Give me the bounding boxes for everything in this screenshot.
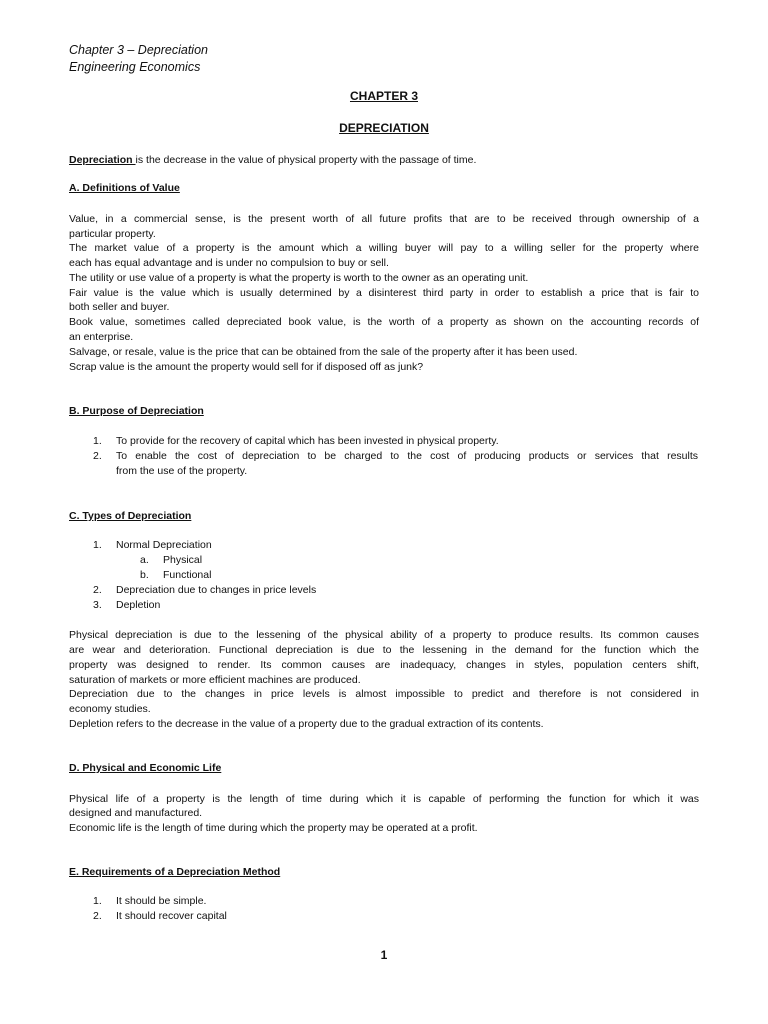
section-b-heading: B. Purpose of Depreciation [69, 405, 204, 417]
section-c-heading: C. Types of Depreciation [69, 510, 192, 522]
section-a-line: The market value of a property is the amount which a willing buyer will pay to a willing seller for the property where [69, 242, 699, 254]
section-c-line: Depletion refers to the decrease in the value of a property due to the gradual extraction of its contents. [69, 718, 544, 730]
section-a-line: Book value, sometimes called depreciated book value, is the worth of a property as shown on the accounting records of [69, 316, 699, 328]
list-number: 1. [93, 539, 102, 551]
list-number: 3. [93, 599, 102, 611]
sublist-item: Physical [163, 554, 203, 566]
header-chapter: Chapter 3 – Depreciation [69, 43, 208, 57]
section-a-line: each has equal advantage and is under no compulsion to buy or sell. [69, 257, 389, 269]
section-d-line: Economic life is the length of time during which the property may be operated at a profit. [69, 822, 478, 834]
subject-title: DEPRECIATION [339, 121, 429, 135]
section-c-line: property was designed to render. Its common causes are inadequacy, changes in styles, population centers shift, [69, 659, 699, 671]
section-a-line: Fair value is the value which is usually determined by a disinterest third party in order to establish a price that is fair to [69, 287, 699, 299]
section-a-line: Scrap value is the amount the property would sell for if disposed off as junk? [69, 361, 424, 373]
section-a-line: both seller and buyer. [69, 301, 170, 313]
section-c-line: are wear and deterioration. Functional depreciation is due to the lessening in the demand for the function which the [69, 644, 699, 656]
section-a-line: The utility or use value of a property is what the property is worth to the owner as an operating unit. [69, 272, 529, 284]
list-item: Normal Depreciation [116, 539, 212, 551]
sublist-item: Functional [163, 569, 212, 581]
list-item: To provide for the recovery of capital which has been invested in physical property. [116, 435, 499, 447]
intro-term: Depreciation [69, 154, 136, 166]
sublist-letter: a. [140, 554, 149, 566]
section-a-heading: A. Definitions of Value [69, 182, 180, 194]
section-d-heading: D. Physical and Economic Life [69, 762, 222, 774]
list-item: It should be simple. [116, 895, 207, 907]
list-number: 1. [93, 435, 102, 447]
list-number: 1. [93, 895, 102, 907]
sublist-letter: b. [140, 569, 149, 581]
section-d-line: Physical life of a property is the length of time during which it is capable of performing the function for which it was [69, 793, 699, 805]
section-a-line: particular property. [69, 228, 156, 240]
intro-paragraph [69, 153, 699, 168]
section-c-line: Physical depreciation is due to the lessening of the physical ability of a property to produce results. Its common causes [69, 629, 699, 641]
section-a-line: an enterprise. [69, 331, 134, 343]
list-number: 2. [93, 584, 102, 596]
section-a-line: Value, in a commercial sense, is the present worth of all future profits that are to be received through ownership of a [69, 213, 699, 225]
page-number: 1 [380, 948, 388, 962]
section-c-line: saturation of markets or more efficient machines are produced. [69, 674, 361, 686]
section-d-line: designed and manufactured. [69, 807, 203, 819]
list-item: It should recover capital [116, 910, 227, 922]
section-a-line: Salvage, or resale, value is the price that can be obtained from the sale of the property after it has been used. [69, 346, 578, 358]
intro-definition: is the decrease in the value of physical property with the passage of time. [135, 154, 477, 166]
header-course: Engineering Economics [69, 60, 201, 74]
section-c-line: economy studies. [69, 703, 151, 715]
list-number: 2. [93, 910, 102, 922]
list-item: Depletion [116, 599, 161, 611]
section-c-line: Depreciation due to the changes in price levels is almost impossible to predict and therefore is not considered in [69, 688, 699, 700]
list-item: Depreciation due to changes in price levels [116, 584, 317, 596]
list-item: To enable the cost of depreciation to be charged to the cost of producing products or services that results [116, 450, 698, 462]
list-item-continuation: from the use of the property. [116, 465, 248, 477]
list-number: 2. [93, 450, 102, 462]
chapter-title: CHAPTER 3 [349, 89, 418, 103]
section-e-heading: E. Requirements of a Depreciation Method [69, 866, 281, 878]
